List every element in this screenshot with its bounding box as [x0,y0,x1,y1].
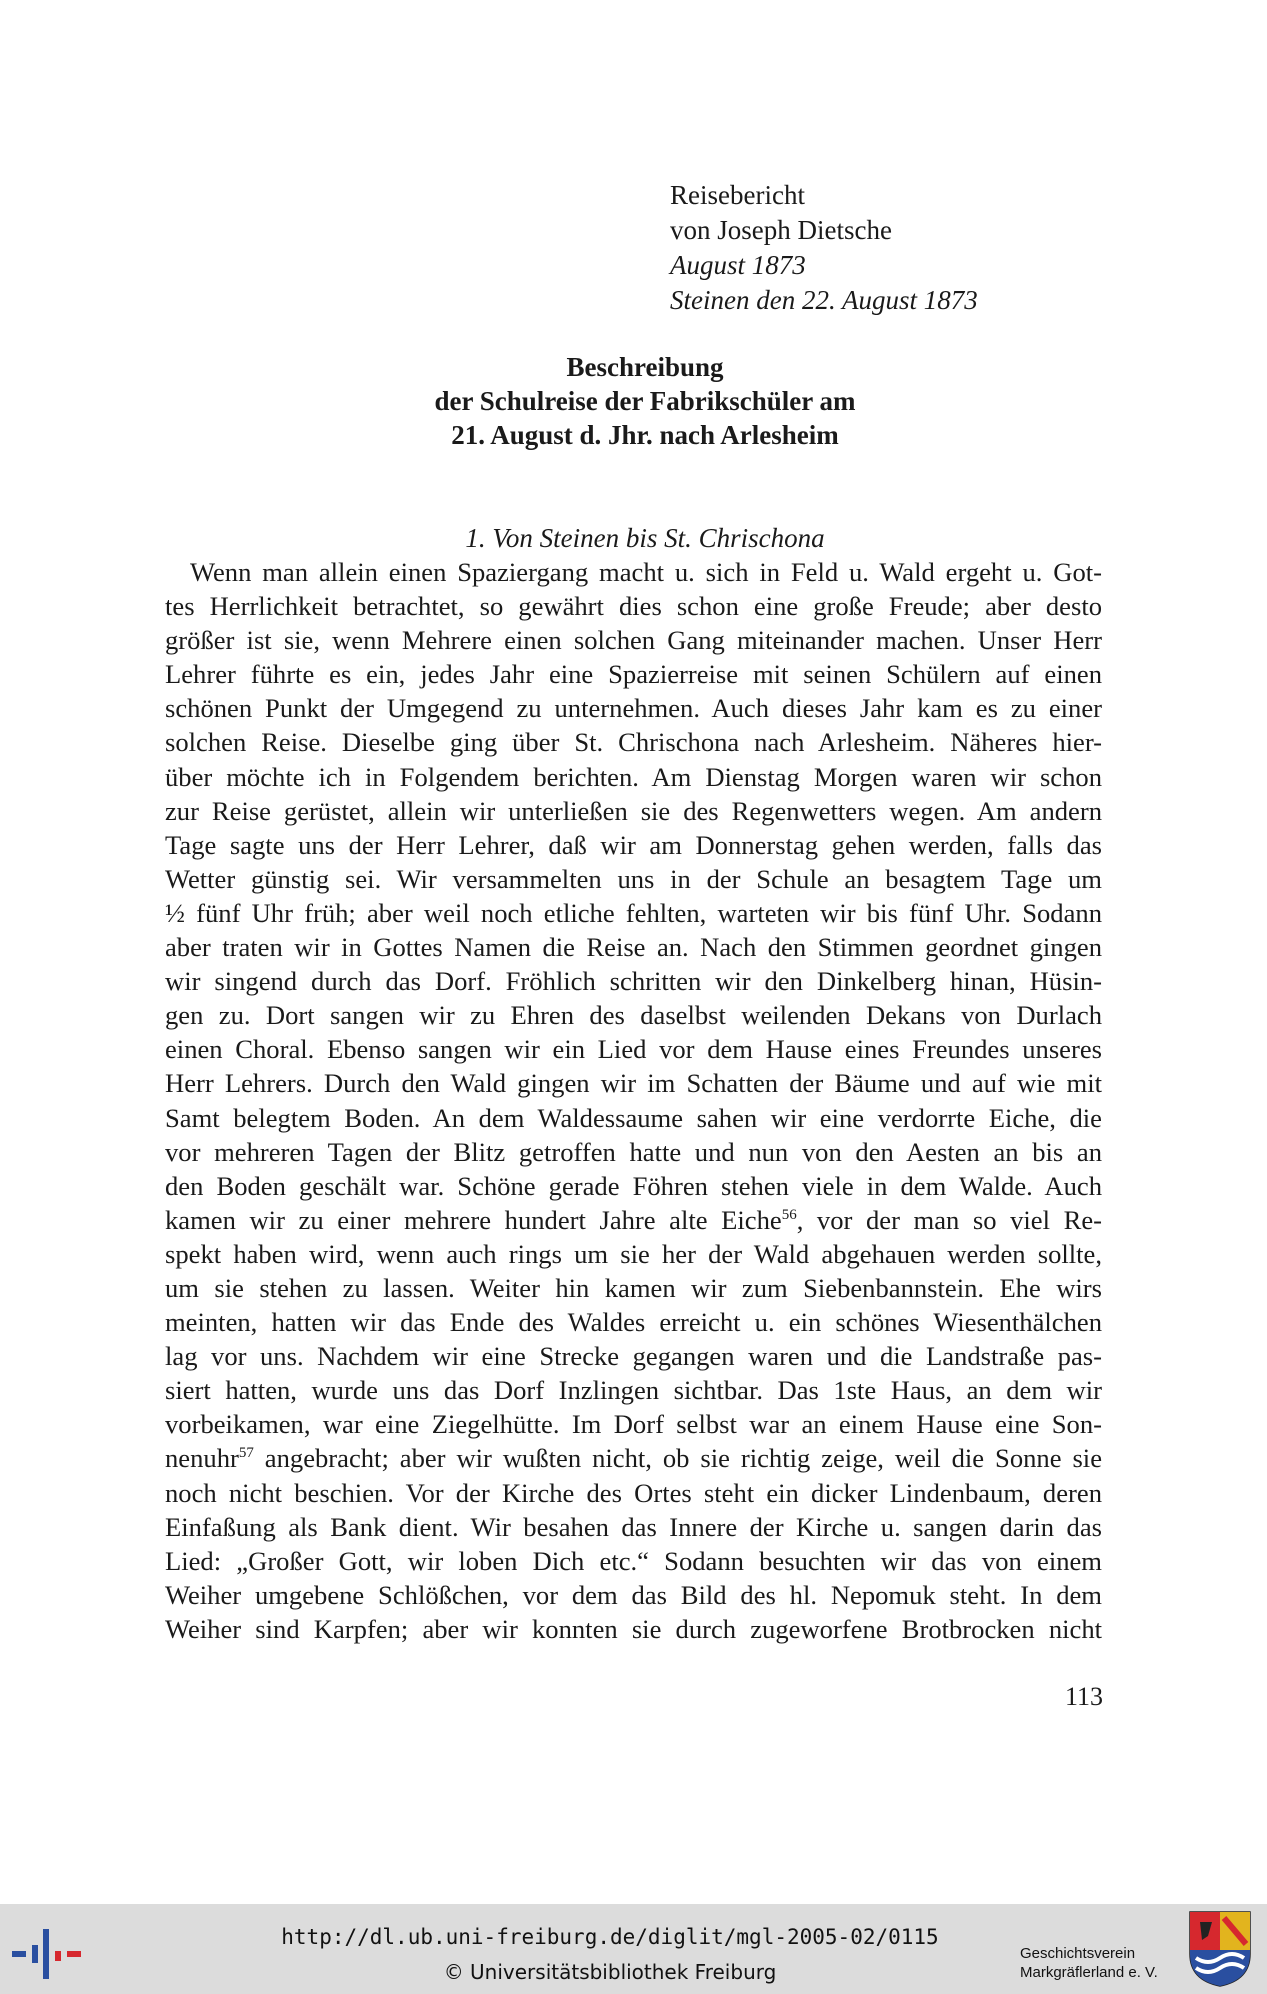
text-segment: angebracht; aber wir wußten nicht, ob sie richtig zeige, weil die Sonne sie [253,1443,1102,1474]
text-line: Wenn man allein einen Spaziergang macht u. sich in Feld u. Wald ergeht u. Got- [190,557,1102,587]
coat-of-arms-icon [1188,1910,1252,1988]
text-line: vor mehreren Tagen der Blitz getroffen hatte und nun von den Aesten an bis an [165,1136,1102,1167]
text-line: Wetter günstig sei. Wir versammelten uns in der Schule an besagtem Tage um [165,863,1102,894]
document-title [0,350,1267,452]
text-line: Weiher sind Karpfen; aber wir konnten sie durch zugeworfene Brotbrocken nicht [165,1613,1102,1644]
text-line: Herr Lehrers. Durch den Wald gingen wir im Schatten der Bäume und auf wie mit [165,1068,1102,1099]
text-line: Lehrer führte es ein, jedes Jahr eine Spazierreise mit seinen Schülern auf einen [165,659,1102,690]
section-heading: 1. Von Steinen bis St. Chrischona [465,523,825,553]
text-line [165,1441,1102,1475]
text-segment: , vor der man so viel Re- [796,1204,1102,1235]
document-url-link[interactable]: http://dl.ub.uni-freiburg.de/diglit/mgl-2005-02/0115 [281,1925,939,1949]
text-line: über möchte ich in Folgendem berichten. Am Dienstag Morgen waren wir schon [165,761,1102,792]
header-line-1: Reisebericht [670,180,805,210]
body-paragraph [165,555,1102,1646]
text-line: Weiher umgebene Schlößchen, vor dem das Bild des hl. Nepomuk steht. In dem [165,1579,1102,1610]
society-line-2: Markgräflerland e. V. [1020,1964,1158,1981]
text-line: tes Herrlichkeit betrachtet, so gewährt dies schon eine große Freude; aber desto [165,591,1102,622]
text-line: den Boden geschält war. Schöne gerade Föhren stehen viele in dem Walde. Auch [165,1170,1102,1201]
text-line: spekt haben wird, wenn auch rings um sie her der Wald abgehauen werden sollte, [165,1238,1102,1269]
text-line: Tage sagte uns der Herr Lehrer, daß wir am Donnerstag gehen werden, falls das [165,829,1102,860]
text-line: ½ fünf Uhr früh; aber weil noch etliche fehlten, warteten wir bis fünf Uhr. Sodann [165,897,1102,928]
society-line-1: Geschichtsverein [1020,1945,1136,1962]
text-line: lag vor uns. Nachdem wir eine Strecke gegangen waren und die Landstraße pas- [165,1341,1102,1372]
text-line: Samt belegtem Boden. An dem Waldessaume sahen wir eine verdorrte Eiche, die [165,1102,1102,1133]
text-line: vorbeikamen, war eine Ziegelhütte. Im Dorf selbst war an einem Hause eine Son- [165,1409,1102,1440]
page-number: 113 [1064,1682,1103,1711]
text-segment: nenuhr [165,1443,239,1474]
text-line: um sie stehen zu lassen. Weiter hin kamen wir zum Siebenbannstein. Ehe wirs [165,1272,1102,1303]
footnote-ref-56[interactable]: 56 [781,1206,797,1223]
text-line: zur Reise gerüstet, allein wir unterließen sie des Regenwetters wegen. Am andern [165,795,1102,826]
header-line-2: von Joseph Dietsche [670,215,892,245]
title-line-1: Beschreibung [566,352,724,382]
text-line: meinten, hatten wir das Ende des Waldes erreicht u. ein schönes Wiesenthälchen [165,1307,1102,1338]
text-line: Einfaßung als Bank dient. Wir besahen das Innere der Kirche u. sangen darin das [165,1511,1102,1542]
text-line: größer ist sie, wenn Mehrere einen solchen Gang miteinander machen. Unser Herr [165,625,1102,656]
title-line-2: der Schulreise der Fabrikschüler am [434,386,856,416]
ub-freiburg-logo-icon[interactable] [12,1929,82,1979]
header-date: August 1873 [670,250,806,280]
text-line: einen Choral. Ebenso sangen wir ein Lied vor dem Hause eines Freundes unseres [165,1034,1102,1065]
text-line: siert hatten, wurde uns das Dorf Inzlingen sichtbar. Das 1ste Haus, an dem wir [165,1375,1102,1406]
viewer-footer [0,1904,1267,1994]
text-line: Lied: „Großer Gott, wir loben Dich etc.“ Sodann besuchten wir das von einem [165,1545,1102,1576]
footnote-ref-57[interactable]: 57 [238,1445,254,1462]
text-line: noch nicht beschien. Vor der Kirche des Ortes steht ein dicker Lindenbaum, deren [165,1477,1102,1508]
text-line: gen zu. Dort sangen wir zu Ehren des daselbst weilenden Dekans von Durlach [165,1000,1102,1031]
report-header [670,178,978,318]
text-line: solchen Reise. Dieselbe ging über St. Chrischona nach Arlesheim. Näheres hier- [165,727,1102,758]
society-name [1020,1944,1158,1982]
text-line [165,1203,1102,1237]
text-segment: kamen wir zu einer mehrere hundert Jahre alte Eiche [165,1204,782,1235]
title-line-3: 21. August d. Jhr. nach Arlesheim [451,420,839,450]
header-place-date: Steinen den 22. August 1873 [670,285,978,315]
text-line: wir singend durch das Dorf. Fröhlich schritten wir den Dinkelberg hinan, Hüsin- [165,966,1102,997]
copyright-notice: © Universitätsbibliothek Freiburg [443,1960,777,1984]
text-line: aber traten wir in Gottes Namen die Reise an. Nach den Stimmen geordnet gingen [165,932,1102,963]
text-line: schönen Punkt der Umgegend zu unternehmen. Auch dieses Jahr kam es zu einer [165,693,1102,724]
